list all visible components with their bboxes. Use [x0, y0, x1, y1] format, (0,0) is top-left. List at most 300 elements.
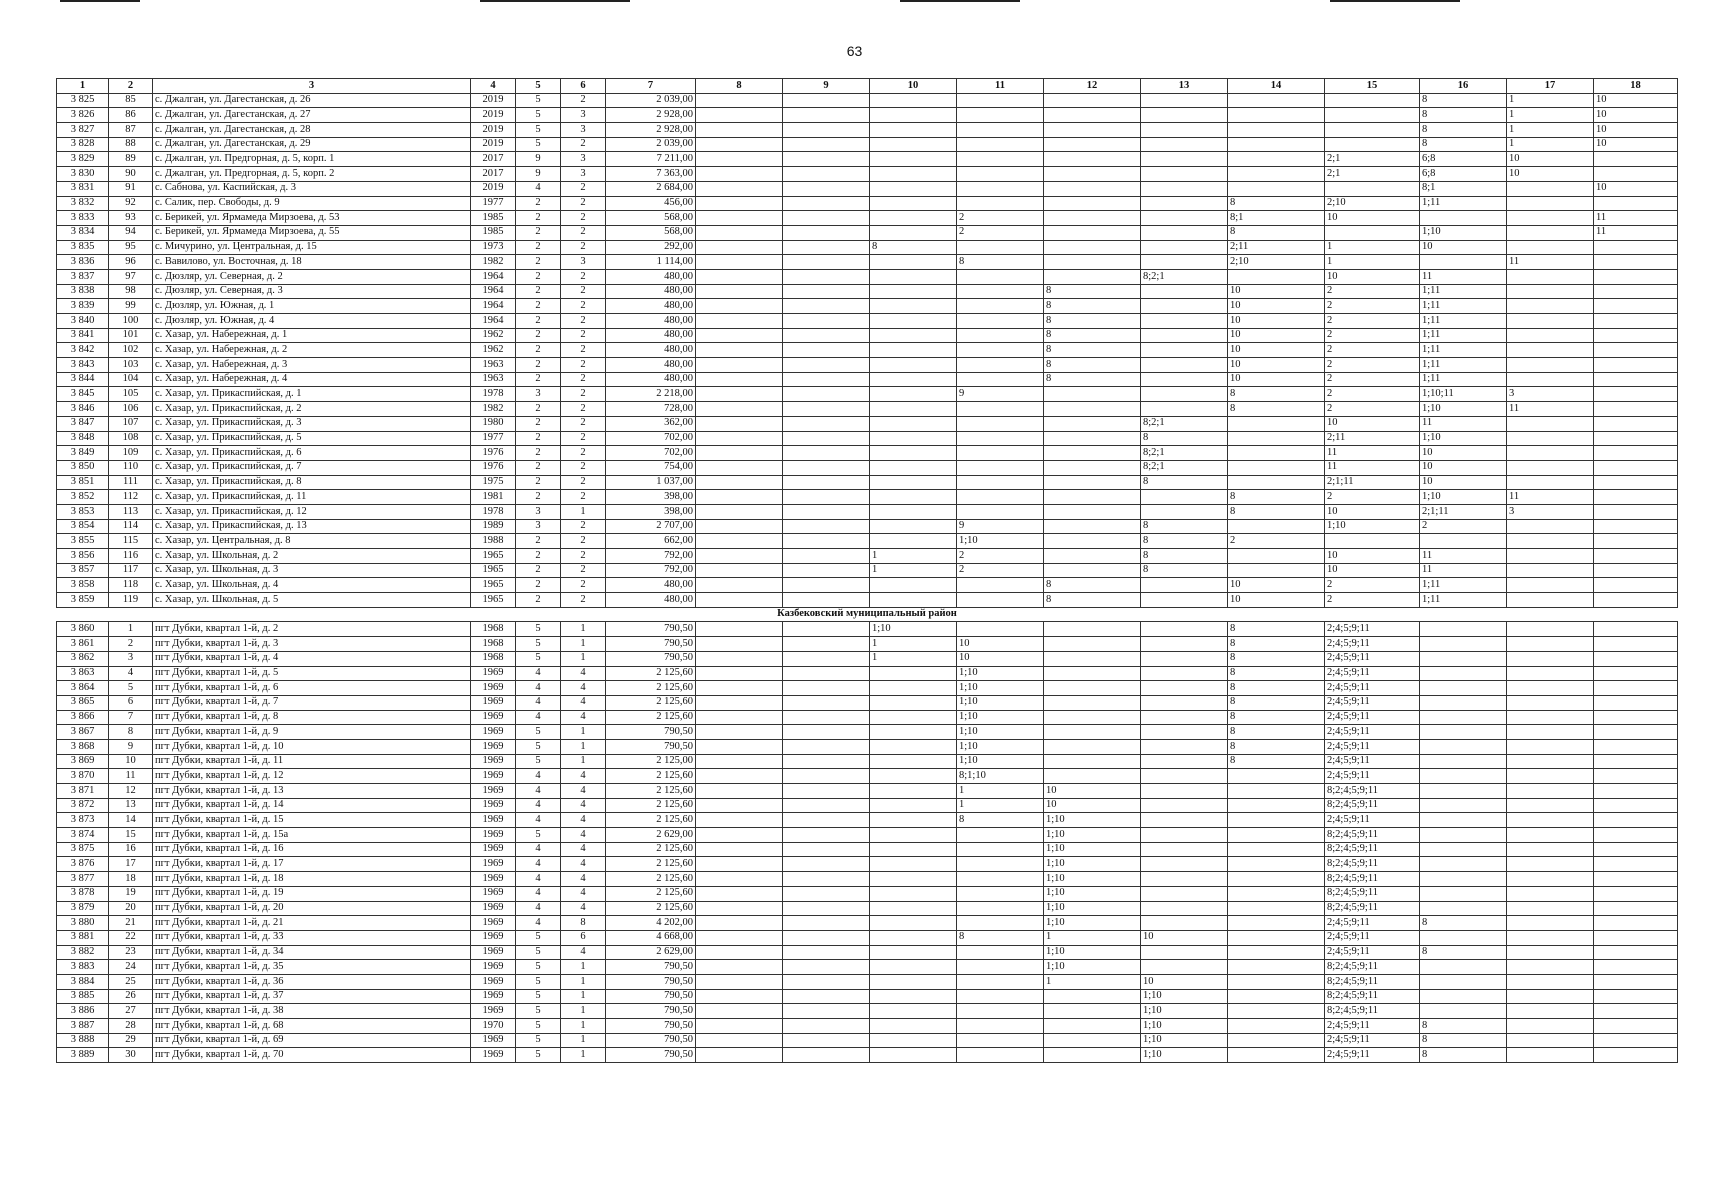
table-cell: 3 870 [57, 769, 109, 784]
table-cell [870, 813, 957, 828]
table-cell [1594, 387, 1678, 402]
table-cell: 2 629,00 [606, 828, 696, 843]
table-cell: 3 868 [57, 739, 109, 754]
table-cell [783, 945, 870, 960]
table-cell: 2 039,00 [606, 93, 696, 108]
table-cell: 19 [109, 886, 153, 901]
table-cell: 1980 [471, 416, 516, 431]
table-cell [1594, 813, 1678, 828]
table-cell [1507, 695, 1594, 710]
table-cell: 8 [1141, 563, 1228, 578]
table-row [57, 769, 1678, 784]
table-cell: 3 833 [57, 211, 109, 226]
table-cell [783, 387, 870, 402]
table-cell [957, 460, 1044, 475]
table-cell [1228, 901, 1325, 916]
table-cell: 2;4;5;9;11 [1325, 681, 1420, 696]
table-cell [1420, 798, 1507, 813]
table-cell [1044, 416, 1141, 431]
table-cell: 1975 [471, 475, 516, 490]
table-cell: 2;1;11 [1325, 475, 1420, 490]
table-row [57, 754, 1678, 769]
table-cell [1228, 93, 1325, 108]
table-cell: 2 [957, 225, 1044, 240]
table-cell [783, 725, 870, 740]
table-cell: 3 842 [57, 343, 109, 358]
table-cell: 6;8 [1420, 152, 1507, 167]
table-cell [1594, 563, 1678, 578]
table-cell: 10 [1420, 240, 1507, 255]
table-cell: 1 [1044, 974, 1141, 989]
table-cell: 8;2;4;5;9;11 [1325, 1004, 1420, 1019]
table-cell: 362,00 [606, 416, 696, 431]
table-cell [696, 284, 783, 299]
table-row [57, 666, 1678, 681]
table-cell [1420, 681, 1507, 696]
table-cell: с. Берикей, ул. Ярмамеда Мирзоева, д. 53 [153, 211, 471, 226]
table-cell: 8 [1420, 123, 1507, 138]
table-cell: 1978 [471, 387, 516, 402]
table-cell: 4 [516, 769, 561, 784]
table-cell: с. Джалган, ул. Дагестанская, д. 26 [153, 93, 471, 108]
table-cell: 11 [1325, 460, 1420, 475]
table-cell: пгт Дубки, квартал 1-й, д. 12 [153, 769, 471, 784]
table-cell: с. Хазар, ул. Прикаспийская, д. 3 [153, 416, 471, 431]
table-cell: 3 [561, 167, 606, 182]
table-cell [1044, 460, 1141, 475]
table-cell: 2 [516, 240, 561, 255]
table-cell [957, 240, 1044, 255]
table-cell: 18 [109, 872, 153, 887]
table-cell [783, 93, 870, 108]
table-cell [1420, 960, 1507, 975]
table-cell [1141, 181, 1228, 196]
table-cell [870, 872, 957, 887]
table-cell: 3 827 [57, 123, 109, 138]
table-cell [1044, 563, 1141, 578]
table-cell: 1 [870, 651, 957, 666]
table-row [57, 372, 1678, 387]
table-cell [957, 945, 1044, 960]
table-cell [870, 152, 957, 167]
table-cell: 1968 [471, 637, 516, 652]
section-row [57, 607, 1678, 622]
table-cell: 8;2;4;5;9;11 [1325, 960, 1420, 975]
table-cell [696, 960, 783, 975]
table-cell [1228, 446, 1325, 461]
table-cell: 2 [516, 446, 561, 461]
table-cell: 1 [561, 622, 606, 637]
table-cell [1594, 343, 1678, 358]
table-row [57, 974, 1678, 989]
table-row [57, 269, 1678, 284]
table-cell: 1 037,00 [606, 475, 696, 490]
table-cell: 1;10 [1141, 1019, 1228, 1034]
table-cell: с. Хазар, ул. Прикаспийская, д. 6 [153, 446, 471, 461]
table-cell: 118 [109, 578, 153, 593]
table-cell [1325, 534, 1420, 549]
table-cell [783, 490, 870, 505]
table-cell [783, 372, 870, 387]
table-cell [1141, 504, 1228, 519]
table-cell: 3 878 [57, 886, 109, 901]
table-row [57, 255, 1678, 270]
table-cell [1594, 901, 1678, 916]
table-cell: 1969 [471, 739, 516, 754]
table-cell: 8 [957, 255, 1044, 270]
table-cell: 702,00 [606, 431, 696, 446]
table-cell [783, 813, 870, 828]
table-cell: 1969 [471, 842, 516, 857]
table-cell: 7 211,00 [606, 152, 696, 167]
table-cell: 2 [561, 431, 606, 446]
table-cell: с. Хазар, ул. Школьная, д. 4 [153, 578, 471, 593]
table-cell [870, 1033, 957, 1048]
table-cell: пгт Дубки, квартал 1-й, д. 34 [153, 945, 471, 960]
table-cell: 8 [1228, 504, 1325, 519]
table-cell [1507, 225, 1594, 240]
table-cell: 480,00 [606, 372, 696, 387]
table-cell [957, 167, 1044, 182]
table-cell: 3 847 [57, 416, 109, 431]
table-cell: 1969 [471, 1004, 516, 1019]
table-cell: 1 [870, 637, 957, 652]
table-row [57, 945, 1678, 960]
table-cell: 8;2;4;5;9;11 [1325, 842, 1420, 857]
table-cell: 790,50 [606, 1033, 696, 1048]
table-cell: 5 [516, 828, 561, 843]
table-cell: 3 862 [57, 651, 109, 666]
table-row [57, 695, 1678, 710]
table-cell [696, 211, 783, 226]
table-cell: 2017 [471, 167, 516, 182]
table-cell [696, 857, 783, 872]
table-cell: 2;4;5;9;11 [1325, 622, 1420, 637]
table-cell: 2 125,60 [606, 813, 696, 828]
table-cell: 94 [109, 225, 153, 240]
table-row [57, 446, 1678, 461]
table-cell [957, 578, 1044, 593]
table-cell [1507, 181, 1594, 196]
table-cell: 4 [516, 784, 561, 799]
table-cell: 2 [516, 490, 561, 505]
table-cell: 8 [1228, 666, 1325, 681]
table-cell [957, 314, 1044, 329]
table-cell: 480,00 [606, 328, 696, 343]
table-cell [1594, 240, 1678, 255]
table-cell [696, 269, 783, 284]
table-cell [696, 593, 783, 608]
table-cell [783, 299, 870, 314]
table-cell: 1;10;11 [1420, 387, 1507, 402]
table-cell: 5 [516, 739, 561, 754]
table-cell: 4 [561, 813, 606, 828]
table-cell: 1969 [471, 901, 516, 916]
table-cell: 3 829 [57, 152, 109, 167]
table-cell [783, 637, 870, 652]
table-cell: 2;1 [1325, 152, 1420, 167]
table-cell: 2 125,60 [606, 886, 696, 901]
table-cell: 3 [516, 387, 561, 402]
table-cell [783, 578, 870, 593]
table-body [57, 93, 1678, 1062]
column-header: 3 [153, 79, 471, 94]
table-cell [696, 563, 783, 578]
table-cell [1507, 916, 1594, 931]
table-cell: 3 867 [57, 725, 109, 740]
table-cell [1594, 358, 1678, 373]
table-cell: 3 872 [57, 798, 109, 813]
table-cell: 103 [109, 358, 153, 373]
table-cell [1507, 872, 1594, 887]
table-row [57, 1004, 1678, 1019]
table-cell: 2 [561, 563, 606, 578]
table-cell [783, 710, 870, 725]
table-cell: пгт Дубки, квартал 1-й, д. 14 [153, 798, 471, 813]
table-cell [1228, 1033, 1325, 1048]
table-cell [870, 930, 957, 945]
table-row [57, 314, 1678, 329]
table-cell: 790,50 [606, 637, 696, 652]
table-cell: 480,00 [606, 299, 696, 314]
table-cell [870, 196, 957, 211]
table-cell [1228, 798, 1325, 813]
table-row [57, 622, 1678, 637]
table-cell: с. Дюзляр, ул. Южная, д. 4 [153, 314, 471, 329]
column-header: 2 [109, 79, 153, 94]
table-cell [696, 784, 783, 799]
table-row [57, 284, 1678, 299]
table-cell [696, 725, 783, 740]
table-cell: 1962 [471, 328, 516, 343]
table-cell: 1969 [471, 784, 516, 799]
table-cell: 8;2;4;5;9;11 [1325, 784, 1420, 799]
table-cell: 2;4;5;9;11 [1325, 710, 1420, 725]
table-cell: 1988 [471, 534, 516, 549]
table-cell [696, 314, 783, 329]
table-cell [783, 460, 870, 475]
table-cell: 2 [516, 402, 561, 417]
table-cell [1044, 225, 1141, 240]
table-cell [783, 504, 870, 519]
table-cell: 9 [109, 739, 153, 754]
table-cell: 10 [1507, 167, 1594, 182]
table-cell: 792,00 [606, 549, 696, 564]
table-cell [1420, 534, 1507, 549]
table-cell: 2;4;5;9;11 [1325, 739, 1420, 754]
table-cell [1420, 710, 1507, 725]
table-cell: 4 [561, 666, 606, 681]
table-cell: 2;11 [1228, 240, 1325, 255]
table-cell [1420, 637, 1507, 652]
table-cell [783, 225, 870, 240]
table-cell: 2019 [471, 93, 516, 108]
table-cell: 99 [109, 299, 153, 314]
table-cell [783, 519, 870, 534]
table-cell [870, 460, 957, 475]
table-cell [1507, 769, 1594, 784]
table-cell: 2 [1228, 534, 1325, 549]
table-cell [1420, 1004, 1507, 1019]
table-cell: 2 [516, 211, 561, 226]
table-cell [870, 769, 957, 784]
table-cell: 5 [516, 945, 561, 960]
table-cell [1594, 916, 1678, 931]
table-cell: с. Хазар, ул. Прикаспийская, д. 8 [153, 475, 471, 490]
table-cell: 8;1;10 [957, 769, 1044, 784]
table-cell [783, 681, 870, 696]
table-cell: 790,50 [606, 1019, 696, 1034]
table-cell [1594, 284, 1678, 299]
table-cell: 4 [516, 857, 561, 872]
table-cell [1594, 666, 1678, 681]
table-cell: 1;11 [1420, 372, 1507, 387]
table-cell: 8;2;4;5;9;11 [1325, 989, 1420, 1004]
table-cell: с. Джалган, ул. Предгорная, д. 5, корп. 2 [153, 167, 471, 182]
column-header: 16 [1420, 79, 1507, 94]
table-cell: 11 [1507, 402, 1594, 417]
table-cell [1594, 504, 1678, 519]
table-cell [1507, 1033, 1594, 1048]
table-cell [957, 504, 1044, 519]
table-cell [1141, 784, 1228, 799]
table-cell: 11 [109, 769, 153, 784]
table-cell [783, 666, 870, 681]
table-row [57, 225, 1678, 240]
table-cell [870, 431, 957, 446]
table-cell [696, 490, 783, 505]
table-cell [1507, 519, 1594, 534]
table-cell [1420, 784, 1507, 799]
table-cell [957, 1004, 1044, 1019]
table-cell [1507, 446, 1594, 461]
table-cell [783, 769, 870, 784]
table-row [57, 886, 1678, 901]
table-row [57, 960, 1678, 975]
table-cell: пгт Дубки, квартал 1-й, д. 68 [153, 1019, 471, 1034]
table-cell [696, 372, 783, 387]
table-cell: 3 863 [57, 666, 109, 681]
table-cell [1141, 813, 1228, 828]
table-cell [696, 255, 783, 270]
table-cell: 3 830 [57, 167, 109, 182]
table-cell: 1;10 [1044, 813, 1141, 828]
table-cell [1594, 739, 1678, 754]
table-cell: 2 [561, 93, 606, 108]
table-cell [1228, 167, 1325, 182]
table-cell: 5 [516, 989, 561, 1004]
table-row [57, 549, 1678, 564]
table-cell [1228, 563, 1325, 578]
table-cell: 10 [1325, 416, 1420, 431]
table-cell [1507, 622, 1594, 637]
table-row [57, 211, 1678, 226]
table-cell: 8;2;4;5;9;11 [1325, 798, 1420, 813]
table-cell: 3 882 [57, 945, 109, 960]
table-cell [696, 108, 783, 123]
table-cell [1141, 152, 1228, 167]
column-header: 7 [606, 79, 696, 94]
table-cell: 8 [1228, 725, 1325, 740]
table-cell [1044, 989, 1141, 1004]
table-row [57, 534, 1678, 549]
table-cell: 87 [109, 123, 153, 138]
table-cell: 398,00 [606, 490, 696, 505]
table-cell [1507, 416, 1594, 431]
table-cell [1228, 475, 1325, 490]
table-cell [1507, 299, 1594, 314]
table-cell: 3 889 [57, 1048, 109, 1063]
table-cell: 1;11 [1420, 299, 1507, 314]
table-row [57, 725, 1678, 740]
table-cell [696, 828, 783, 843]
page-number: 63 [846, 43, 863, 59]
table-cell: 2 [561, 269, 606, 284]
table-cell [1420, 886, 1507, 901]
table-row [57, 872, 1678, 887]
table-cell: 2 125,60 [606, 681, 696, 696]
column-header: 6 [561, 79, 606, 94]
table-cell: 1;10 [1044, 901, 1141, 916]
table-cell: 1969 [471, 916, 516, 931]
table-cell: 3 [561, 123, 606, 138]
table-cell: 1970 [471, 1019, 516, 1034]
table-cell [696, 798, 783, 813]
table-cell: 1977 [471, 196, 516, 211]
table-cell [1141, 681, 1228, 696]
table-cell [957, 196, 1044, 211]
table-cell: 790,50 [606, 989, 696, 1004]
table-cell [783, 475, 870, 490]
table-cell: пгт Дубки, квартал 1-й, д. 35 [153, 960, 471, 975]
table-cell: 1977 [471, 431, 516, 446]
table-cell [870, 314, 957, 329]
table-cell: 2 [1325, 314, 1420, 329]
table-cell [783, 1004, 870, 1019]
table-cell: 4 [516, 842, 561, 857]
table-cell: 2 [516, 460, 561, 475]
table-cell: 2 [561, 446, 606, 461]
table-cell: 4 [516, 681, 561, 696]
table-cell: 1 [561, 960, 606, 975]
table-cell [1507, 651, 1594, 666]
table-cell [1141, 123, 1228, 138]
table-cell [696, 578, 783, 593]
table-cell [1594, 299, 1678, 314]
table-cell [1228, 886, 1325, 901]
table-cell: 8 [1044, 578, 1141, 593]
table-cell [1044, 710, 1141, 725]
column-header: 9 [783, 79, 870, 94]
table-cell: 1969 [471, 1033, 516, 1048]
table-cell: 3 [109, 651, 153, 666]
table-cell: 9 [957, 519, 1044, 534]
table-cell [1044, 93, 1141, 108]
table-cell [1507, 637, 1594, 652]
table-cell [783, 211, 870, 226]
table-cell: 85 [109, 93, 153, 108]
table-cell [870, 534, 957, 549]
table-cell: 1969 [471, 710, 516, 725]
table-cell: 5 [516, 1048, 561, 1063]
table-cell: 8 [1420, 1019, 1507, 1034]
table-cell: пгт Дубки, квартал 1-й, д. 21 [153, 916, 471, 931]
table-cell: 10 [1228, 372, 1325, 387]
table-cell: пгт Дубки, квартал 1-й, д. 9 [153, 725, 471, 740]
table-cell [1507, 460, 1594, 475]
table-cell [696, 519, 783, 534]
section-title: Казбековский муниципальный район [57, 607, 1678, 622]
